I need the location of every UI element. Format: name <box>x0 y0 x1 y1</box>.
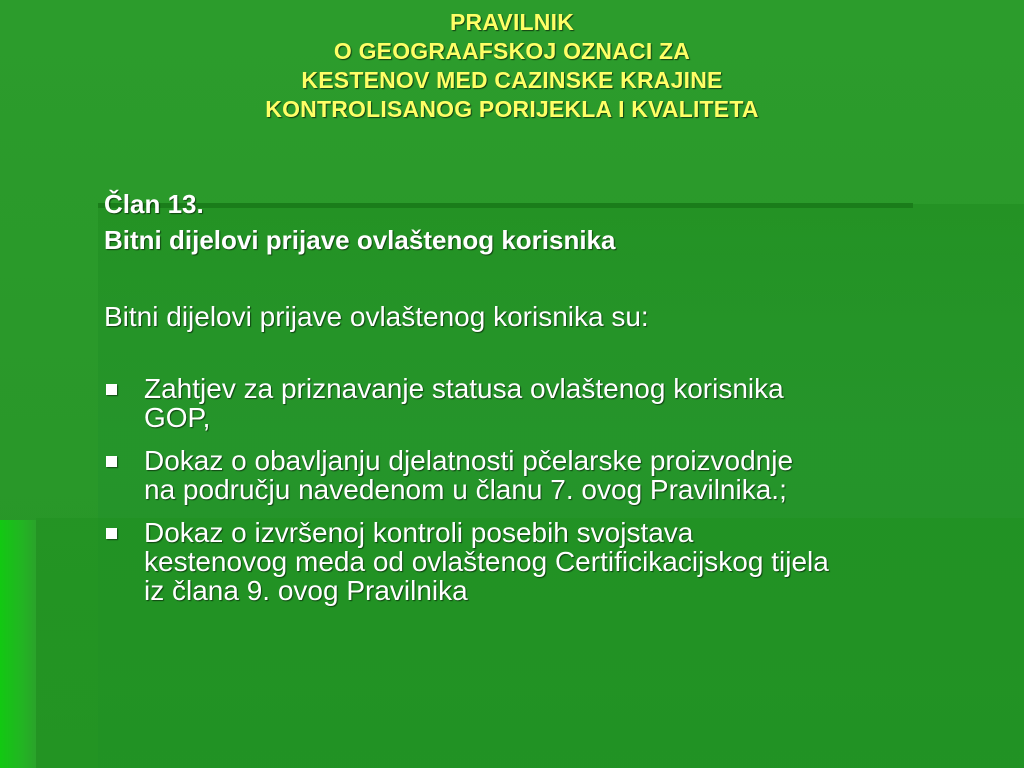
square-bullet-icon <box>106 456 117 467</box>
title-line: KONTROLISANOG PORIJEKLA I KVALITETA <box>265 96 759 122</box>
slide-body <box>104 186 994 619</box>
square-bullet-icon <box>106 528 117 539</box>
list-item <box>104 374 994 432</box>
list-item-line: Dokaz o izvršenoj kontroli posebih svojstava <box>144 517 694 548</box>
article-number: Član 13. <box>104 189 204 219</box>
list-item <box>104 518 994 605</box>
slide-title <box>0 8 1024 124</box>
list-item <box>104 446 994 504</box>
list-item-line: GOP, <box>144 402 211 433</box>
bullet-list <box>104 374 994 605</box>
list-item-line: iz člana 9. ovog Pravilnika <box>144 575 468 606</box>
background-accent-left <box>0 520 36 768</box>
title-line: O GEOGRAAFSKOJ OZNACI ZA <box>333 38 691 64</box>
title-line: KESTENOV MED CAZINSKE KRAJINE <box>301 67 723 93</box>
square-bullet-icon <box>106 384 117 395</box>
list-item-line: Zahtjev za priznavanje statusa ovlaštenog korisnika <box>144 373 784 404</box>
article-heading: Bitni dijelovi prijave ovlaštenog korisnika <box>104 225 616 255</box>
intro-text: Bitni dijelovi prijave ovlaštenog korisnika su: <box>104 301 649 332</box>
title-line: PRAVILNIK <box>449 9 575 35</box>
list-item-line: Dokaz o obavljanju djelatnosti pčelarske proizvodnje <box>144 445 794 476</box>
list-item-line: kestenovog meda od ovlaštenog Certificikacijskog tijela <box>144 546 829 577</box>
list-item-line: na području navedenom u članu 7. ovog Pravilnika.; <box>144 474 787 505</box>
